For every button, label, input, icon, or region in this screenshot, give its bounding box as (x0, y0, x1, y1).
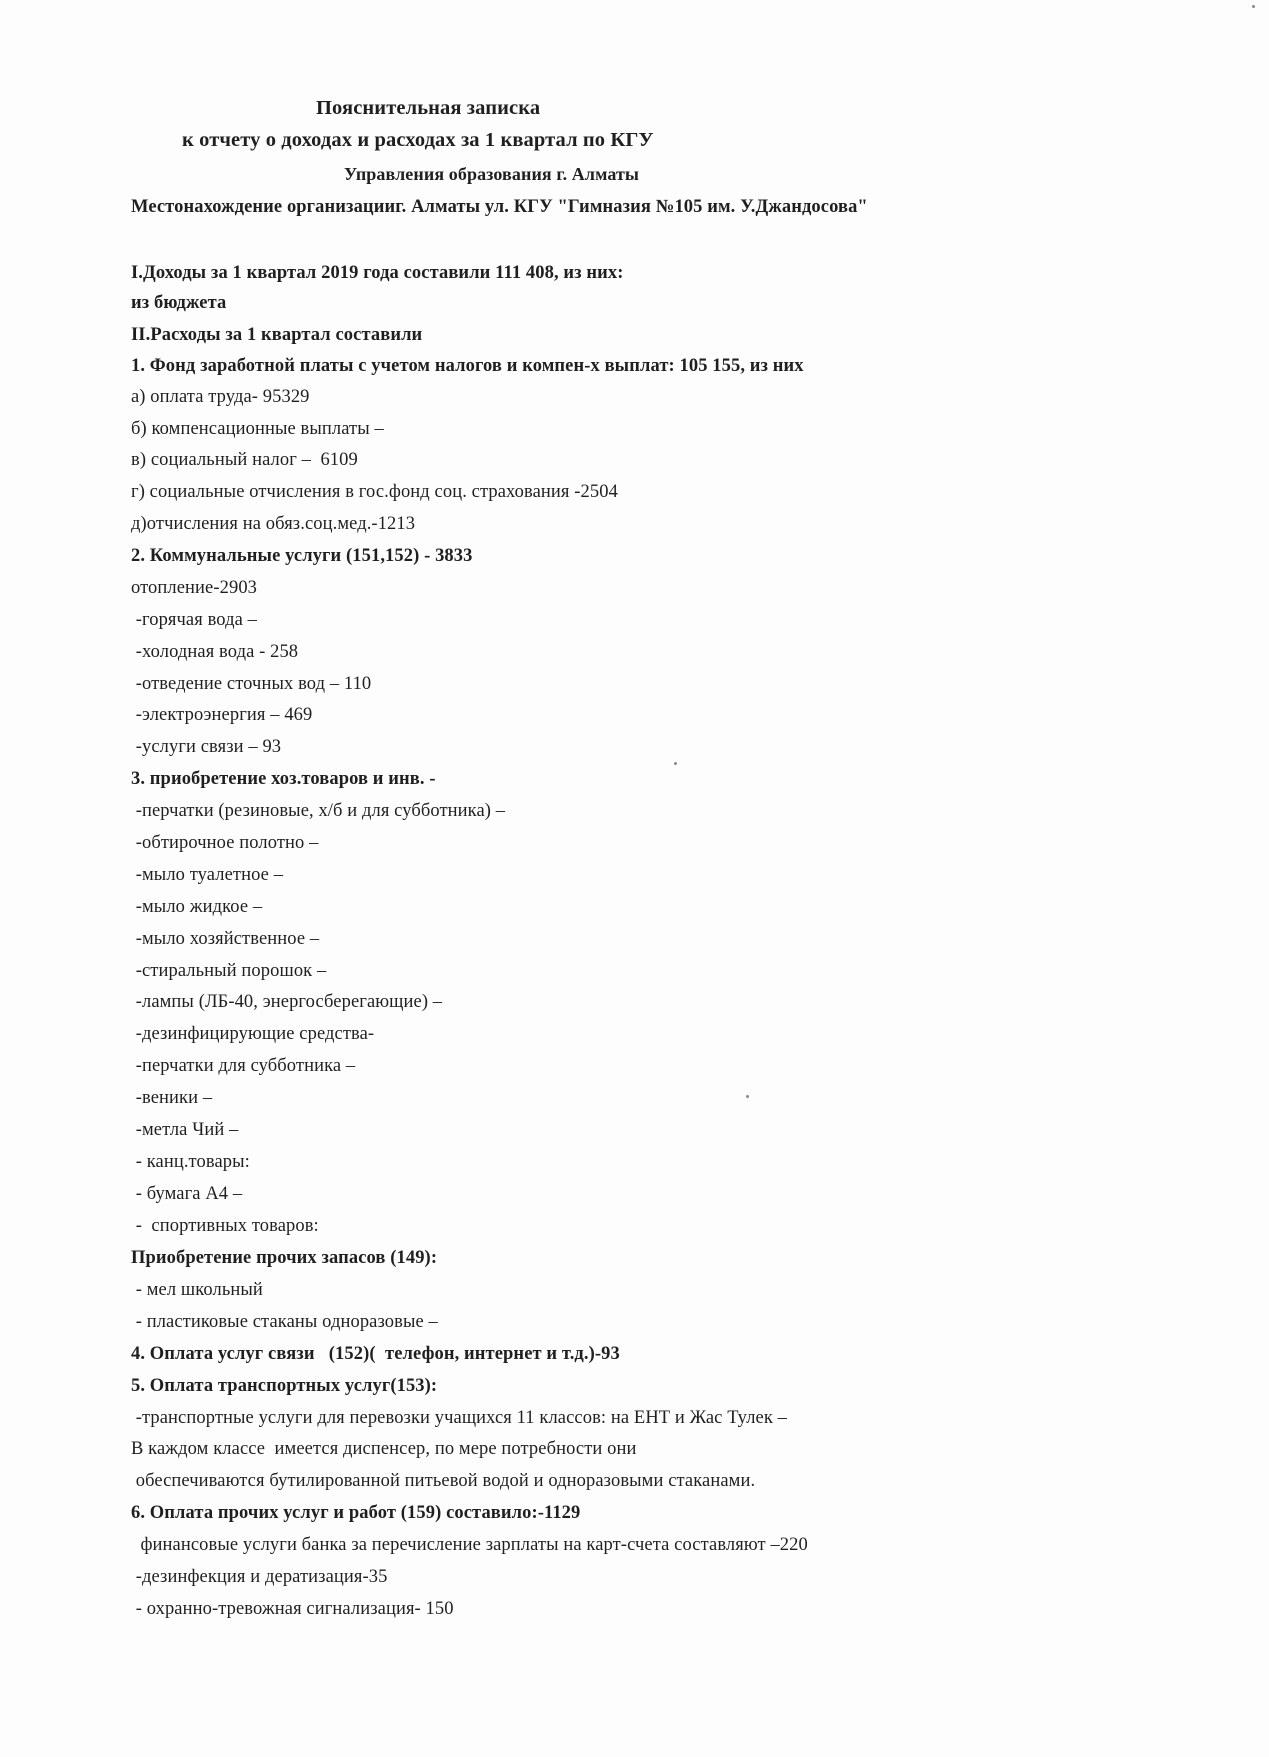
utilities-item: -горячая вода – (131, 610, 257, 630)
from-budget: из бюджета (131, 293, 227, 313)
salary-item: г) социальные отчисления в гос.фонд соц. страхования -2504 (131, 482, 618, 502)
supplies-header: 3. приобретение хоз.товаров и инв. - (131, 769, 436, 789)
other-stock-item: - мел школьный (131, 1280, 263, 1300)
other-services-item: - охранно-тревожная сигнализация- 150 (131, 1599, 454, 1619)
income-header: I.Доходы за 1 квартал 2019 года составили 111 408, из них: (131, 263, 624, 283)
utilities-item: отопление-2903 (131, 578, 258, 598)
communication-header: 4. Оплата услуг связи (152)( телефон, интернет и т.д.)-93 (131, 1344, 620, 1364)
document-title: Пояснительная записка (316, 97, 541, 119)
organization-location: Местонахождение организацииг. Алматы ул. КГУ "Гимназия №105 им. У.Джандосова" (131, 197, 868, 217)
supplies-item: -стиральный порошок – (131, 961, 327, 981)
salary-item: а) оплата труда- 95329 (131, 387, 310, 407)
supplies-item: -метла Чий – (131, 1120, 239, 1140)
scan-speck (1252, 5, 1255, 8)
other-services-item: -дезинфекция и дератизация-35 (131, 1567, 388, 1587)
document-title-line2: к отчету о доходах и расходах за 1 квартал по КГУ (182, 129, 654, 151)
scan-speck (674, 762, 677, 765)
transport-item: -транспортные услуги для перевозки учащихся 11 классов: на ЕНТ и Жас Тулек – (131, 1408, 788, 1428)
expenses-header: II.Расходы за 1 квартал составили (131, 325, 423, 345)
utilities-item: -услуги связи – 93 (131, 737, 282, 757)
other-services-item: финансовые услуги банка за перечисление зарплаты на карт-счета составляют –220 (131, 1535, 808, 1555)
other-services-header: 6. Оплата прочих услуг и работ (159) составило:-1129 (131, 1503, 581, 1523)
scan-speck (746, 1095, 749, 1098)
supplies-item: -перчатки (резиновые, х/б и для субботника) – (131, 801, 506, 821)
salary-fund-header: 1. Фонд заработной платы с учетом налогов и компен-х выплат: 105 155, из них (131, 356, 804, 376)
supplies-item: -дезинфицирующие средства- (131, 1024, 375, 1044)
supplies-item: -обтирочное полотно – (131, 833, 319, 853)
salary-item: д)отчисления на обяз.соц.мед.-1213 (131, 514, 416, 534)
supplies-item: -веники – (131, 1088, 213, 1108)
utilities-header: 2. Коммунальные услуги (151,152) - 3833 (131, 546, 473, 566)
other-stock-header: Приобретение прочих запасов (149): (131, 1248, 438, 1268)
supplies-item: -мыло хозяйственное – (131, 929, 320, 949)
other-stock-item: - пластиковые стаканы одноразовые – (131, 1312, 438, 1332)
supplies-item: -перчатки для субботника – (131, 1056, 356, 1076)
utilities-item: -электроэнергия – 469 (131, 705, 313, 725)
document-subtitle: Управления образования г. Алматы (344, 164, 640, 184)
utilities-item: -отведение сточных вод – 110 (131, 674, 372, 694)
transport-item: В каждом классе имеется диспенсер, по мере потребности они (131, 1439, 637, 1459)
supplies-item: -мыло жидкое – (131, 897, 263, 917)
salary-item: б) компенсационные выплаты – (131, 419, 384, 439)
transport-item: обеспечиваются бутилированной питьевой водой и одноразовыми стаканами. (131, 1471, 756, 1491)
supplies-item: - спортивных товаров: (131, 1216, 319, 1236)
supplies-item: -лампы (ЛБ-40, энергосберегающие) – (131, 992, 443, 1012)
supplies-item: -мыло туалетное – (131, 865, 284, 885)
supplies-item: - канц.товары: (131, 1152, 250, 1172)
salary-item: в) социальный налог – 6109 (131, 450, 358, 470)
supplies-item: - бумага А4 – (131, 1184, 243, 1204)
transport-header: 5. Оплата транспортных услуг(153): (131, 1376, 438, 1396)
utilities-item: -холодная вода - 258 (131, 642, 299, 662)
